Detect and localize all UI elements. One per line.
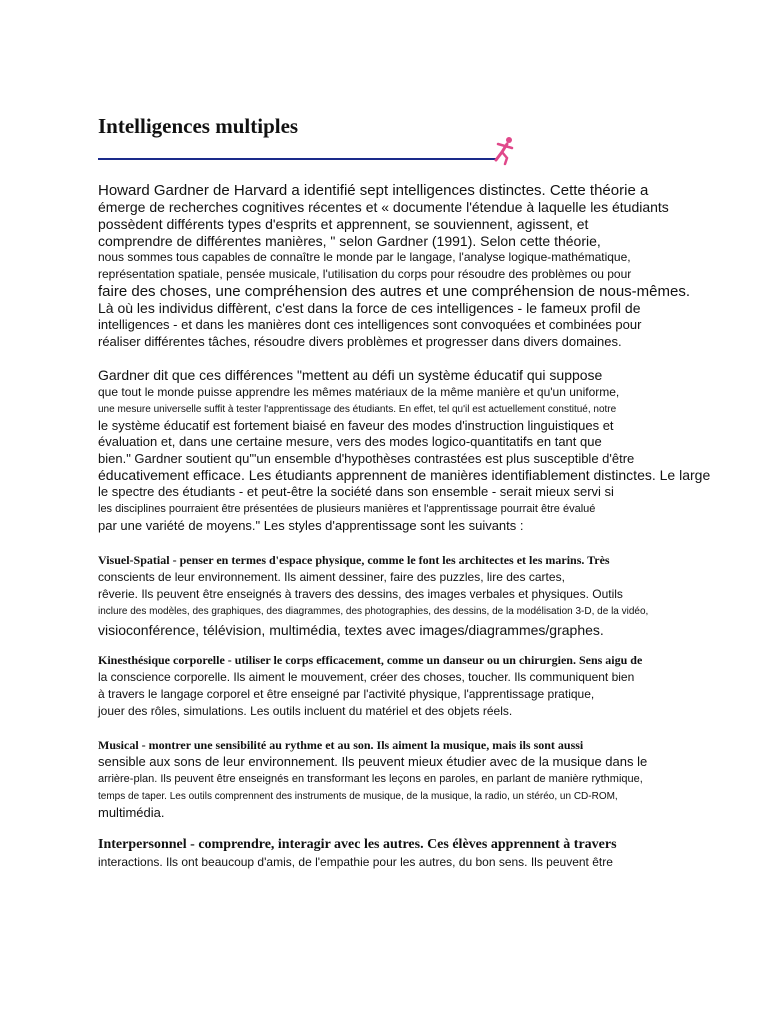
title-underline bbox=[98, 158, 498, 160]
text-line: multimédia. bbox=[98, 804, 165, 820]
text-line: temps de taper. Les outils comprennent des instruments de musique, de la musique, la radio, un stéréo, un CD-ROM, bbox=[98, 790, 618, 802]
text-line: émerge de recherches cognitives récentes et « documente l'étendue à laquelle les étudiants bbox=[98, 199, 669, 215]
text-line: jouer des rôles, simulations. Les outils incluent du matériel et des objets réels. bbox=[98, 704, 513, 718]
section-heading-line: Musical - montrer une sensibilité au rythme et au son. Ils aiment la musique, mais ils sont aussi bbox=[98, 738, 584, 752]
text-line: les disciplines pourraient être présentées de plusieurs manières et l'apprentissage pourrait être évalué bbox=[98, 502, 596, 515]
text-line: possèdent différents types d'esprits et apprennent, se souviennent, agissent, et bbox=[98, 215, 589, 232]
text-line: conscients de leur environnement. Ils aiment dessiner, faire des puzzles, lire des cartes, bbox=[98, 570, 565, 584]
text-line: la conscience corporelle. Ils aiment le mouvement, créer des choses, toucher. Ils communiquent bien bbox=[98, 670, 635, 684]
text-line: faire des choses, une compréhension des autres et une compréhension de nous-mêmes. bbox=[98, 283, 691, 301]
section-heading-line: Visuel-Spatial - penser en termes d'espace physique, comme le font les architectes et les marins. Très bbox=[98, 553, 610, 567]
text-line: nous sommes tous capables de connaître le monde par le langage, l'analyse logique-mathématique, bbox=[98, 250, 631, 265]
paragraph-gardner bbox=[98, 367, 728, 534]
section-interpersonnel bbox=[98, 837, 728, 871]
text-line: visioconférence, télévision, multimédia, textes avec images/diagrammes/graphes. bbox=[98, 622, 604, 638]
text-line: intelligences - et dans les manières dont ces intelligences sont convoquées et combinées pour bbox=[98, 317, 642, 333]
text-line: rêverie. Ils peuvent être enseignés à travers des dessins, des images verbales et physiques. Outils bbox=[98, 587, 623, 601]
text-line: que tout le monde puisse apprendre les mêmes matériaux de la même manière et qu'un uniforme, bbox=[98, 384, 620, 399]
page-title: Intelligences multiples bbox=[98, 114, 299, 138]
text-line: le système éducatif est fortement biaisé en faveur des modes d'instruction linguistiques et bbox=[98, 417, 614, 433]
section-heading-line: Interpersonnel - comprendre, interagir avec les autres. Ces élèves apprennent à travers bbox=[98, 837, 617, 852]
text-line: comprendre de différentes manières, " selon Gardner (1991). Selon cette théorie, bbox=[98, 232, 601, 249]
text-line: une mesure universelle suffit à tester l'apprentissage des étudiants. En effet, tel qu'il est actuellement constitué, notre bbox=[98, 403, 617, 415]
text-line: inclure des modèles, des graphiques, des diagrammes, des photographies, des dessins, de la modélisation 3-D, de la vidéo, bbox=[98, 606, 649, 617]
section-kinesthesique bbox=[98, 652, 728, 720]
text-line: Là où les individus diffèrent, c'est dans la force de ces intelligences - le fameux profil de bbox=[98, 300, 641, 317]
text-line: évaluation et, dans une certaine mesure, vers des modes logico-quantitatifs en tant que bbox=[98, 434, 602, 450]
text-line: interactions. Ils ont beaucoup d'amis, de l'empathie pour les autres, du bon sens. Ils peuvent être bbox=[98, 854, 613, 869]
text-line: arrière-plan. Ils peuvent être enseignés en transformant les leçons en paroles, en parlant de manière rythmique, bbox=[98, 772, 643, 785]
text-line: représentation spatiale, pensée musicale, l'utilisation du corps pour résoudre des problèmes ou pour bbox=[98, 267, 632, 282]
text-line: Howard Gardner de Harvard a identifié sept intelligences distinctes. Cette théorie a bbox=[98, 182, 649, 199]
text-line: par une variété de moyens." Les styles d'apprentissage sont les suivants : bbox=[98, 517, 524, 533]
text-line: éducativement efficace. Les étudiants apprennent de manières identifiablement distinctes. Le large bbox=[98, 467, 711, 484]
section-heading-line: Kinesthésique corporelle - utiliser le corps efficacement, comme un danseur ou un chirurgien. Sens aigu de bbox=[98, 653, 643, 667]
text-line: Gardner dit que ces différences "mettent au défi un système éducatif qui suppose bbox=[98, 367, 603, 383]
text-line: réaliser différentes tâches, résoudre divers problèmes et progresser dans divers domaines. bbox=[98, 333, 622, 349]
text-line: le spectre des étudiants - et peut-être la société dans son ensemble - serait mieux servi si bbox=[98, 484, 614, 500]
text-line: sensible aux sons de leur environnement. Ils peuvent mieux étudier avec de la musique dans le bbox=[98, 754, 648, 769]
text-line: à travers le langage corporel et être enseigné par l'activité physique, l'apprentissage pratique, bbox=[98, 687, 595, 701]
running-figure-icon bbox=[490, 136, 514, 166]
section-musical bbox=[98, 737, 728, 821]
paragraph-intro bbox=[98, 182, 728, 350]
section-visuel-spatial bbox=[98, 552, 728, 640]
text-line: bien." Gardner soutient qu'"un ensemble d'hypothèses contrastées est plus susceptible d'être bbox=[98, 450, 635, 466]
